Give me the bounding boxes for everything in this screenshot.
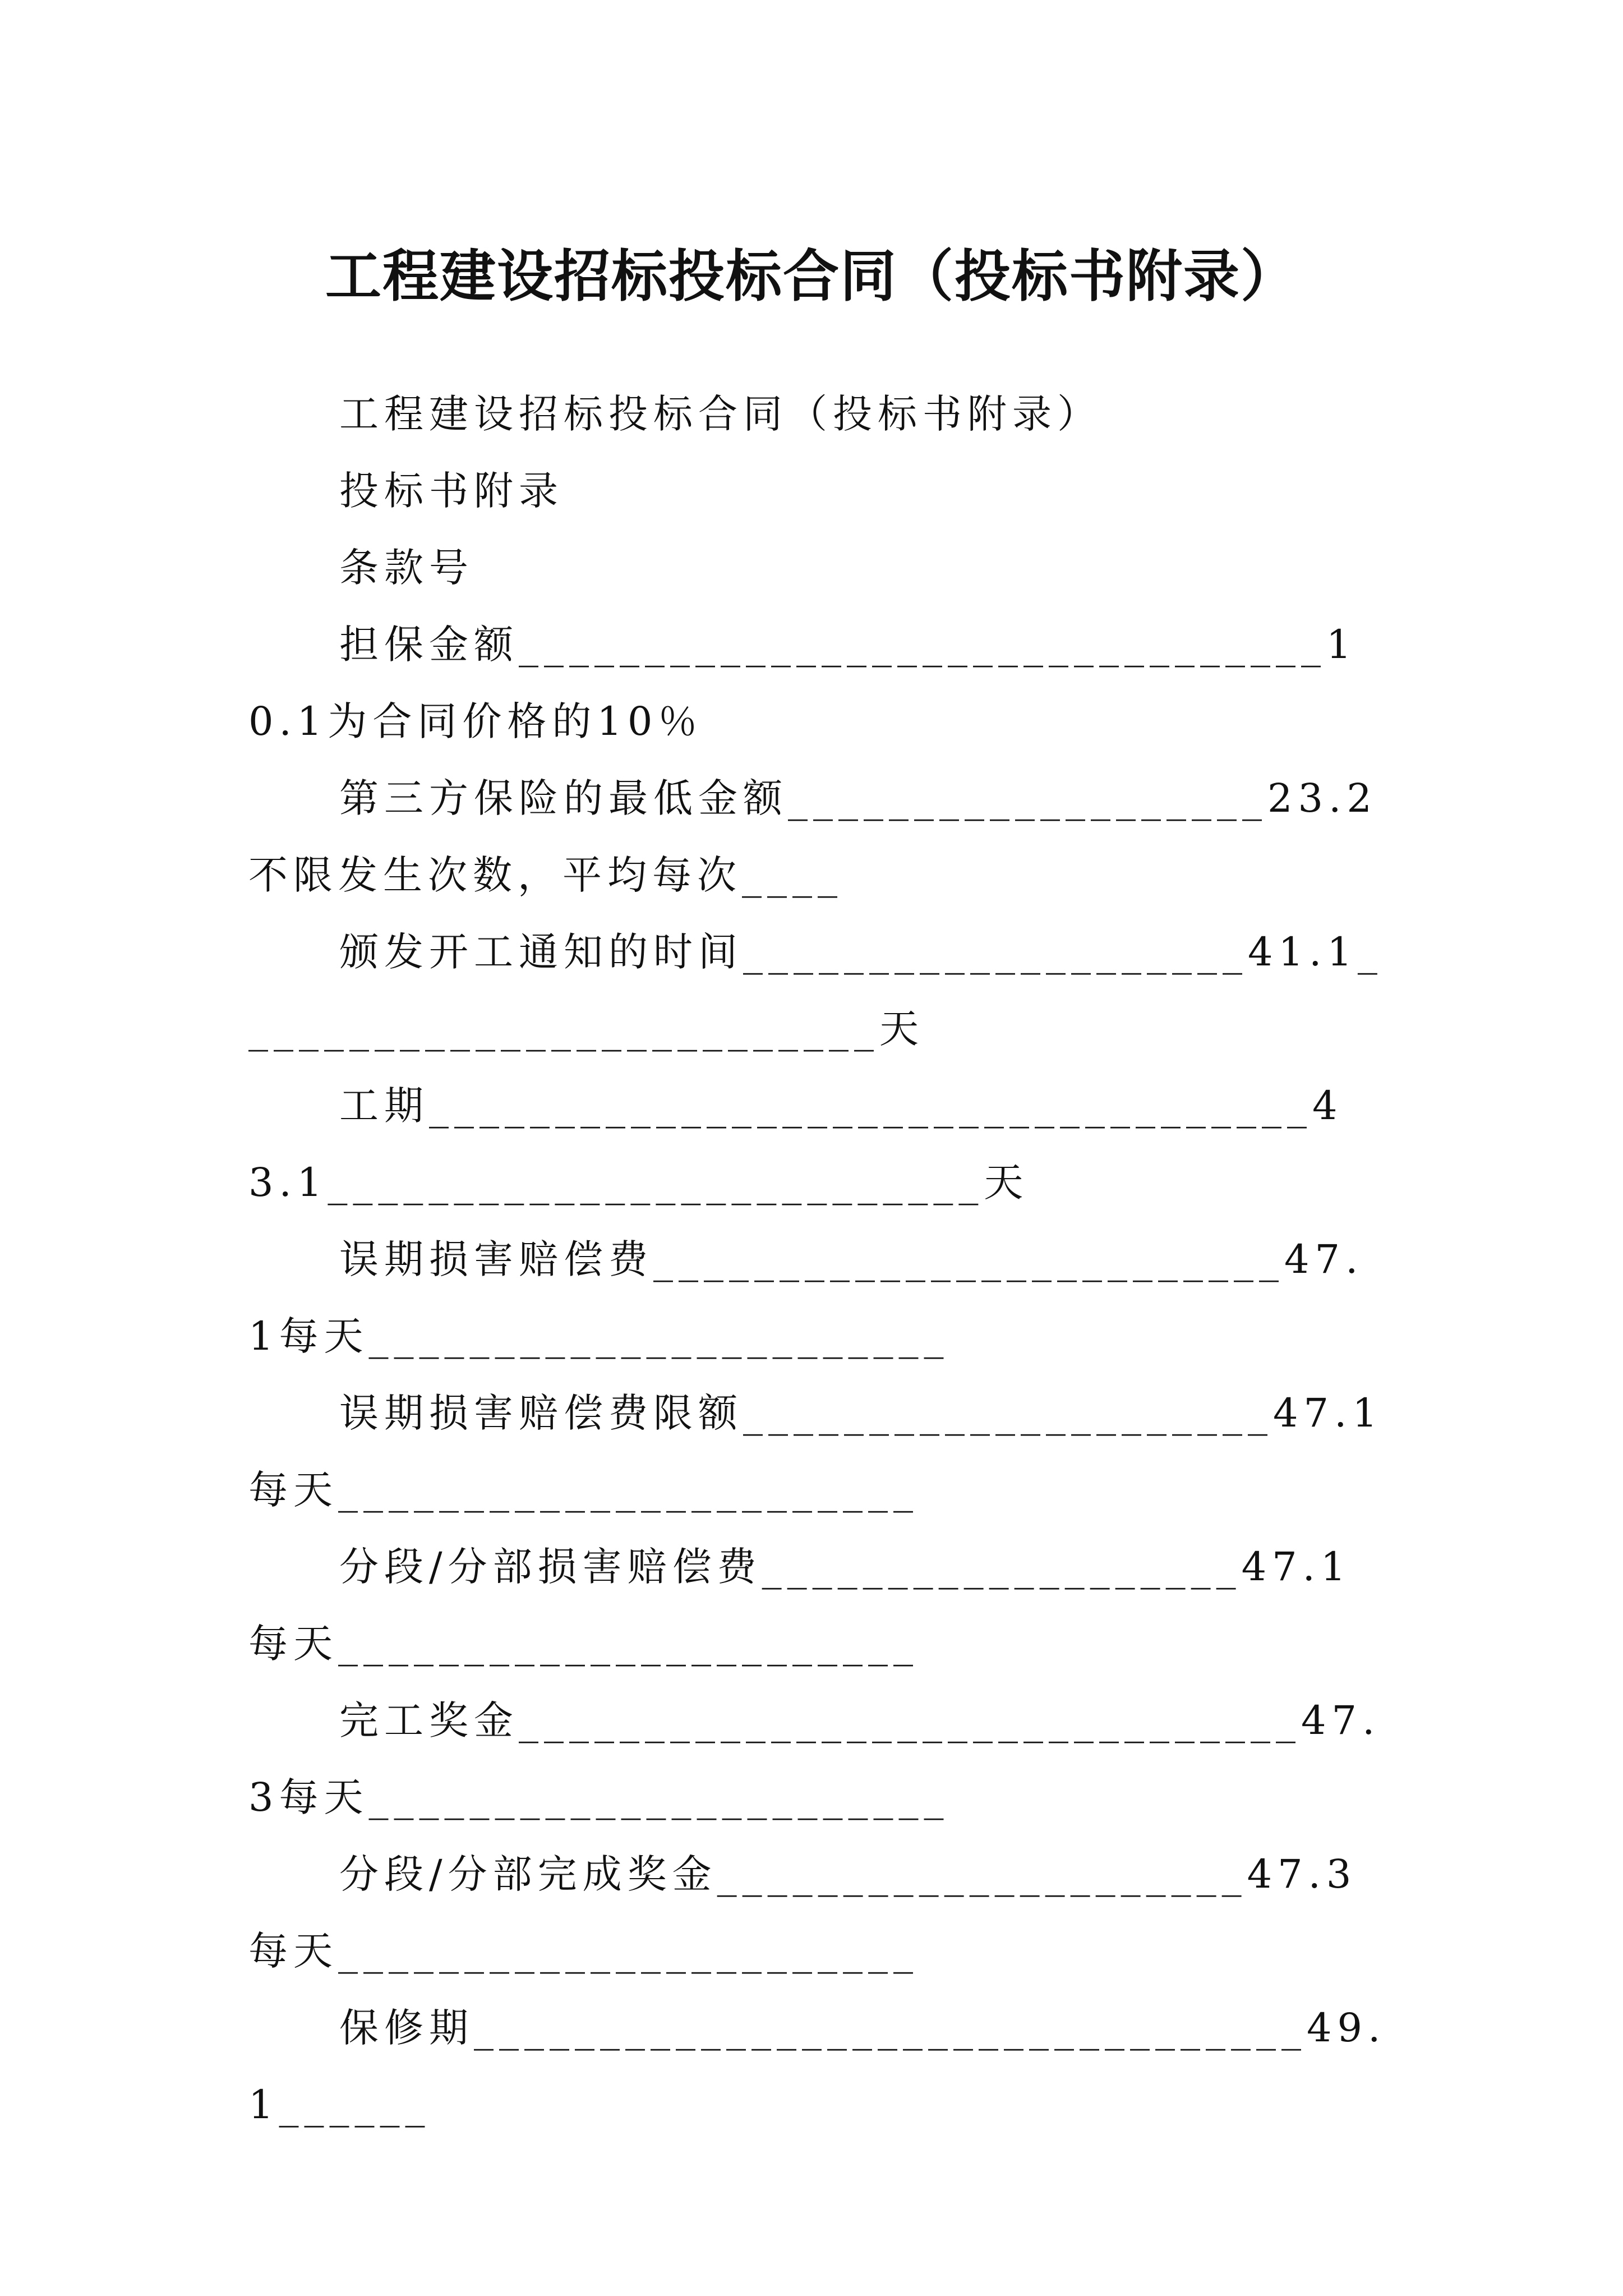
paragraph-third-party-insurance: 第三方保险的最低金额___________________23.2不限发生次数，平均每次____	[248, 775, 1377, 898]
paragraph-commencement-notice: 颁发开工通知的时间____________________41.1__________________________天	[248, 929, 1383, 1052]
paragraph-construction-period: 工期___________________________________43.1__________________________天	[248, 1083, 1343, 1205]
paragraph-section-completion-bonus: 分段/分部完成奖金_____________________47.3每天_______________________	[248, 1851, 1357, 1974]
paragraph-delay-damages-limit: 误期损害赔偿费限额_____________________47.1每天_______________________	[248, 1390, 1383, 1513]
document-title: 工程建设招标投标合同（投标书附录）	[325, 243, 1298, 309]
paragraph-section-damages: 分段/分部损害赔偿费___________________47.1每天_______________________	[248, 1544, 1352, 1667]
paragraph-title-repeat: 工程建设招标投标合同（投标书附录）	[339, 391, 1102, 437]
paragraph-clause-number: 条款号	[339, 545, 474, 591]
document-body	[248, 376, 1388, 2143]
paragraph-appendix-heading: 投标书附录	[339, 468, 564, 514]
paragraph-warranty-period: 保修期_________________________________49.1______	[248, 2005, 1386, 2128]
paragraph-completion-bonus: 完工奖金_______________________________47.3每天_______________________	[248, 1697, 1381, 1820]
paragraph-guarantee-amount: 担保金额________________________________10.1为合同价格的10％	[248, 622, 1357, 744]
paragraph-delay-damages: 误期损害赔偿费_________________________47.1每天_______________________	[248, 1236, 1364, 1359]
